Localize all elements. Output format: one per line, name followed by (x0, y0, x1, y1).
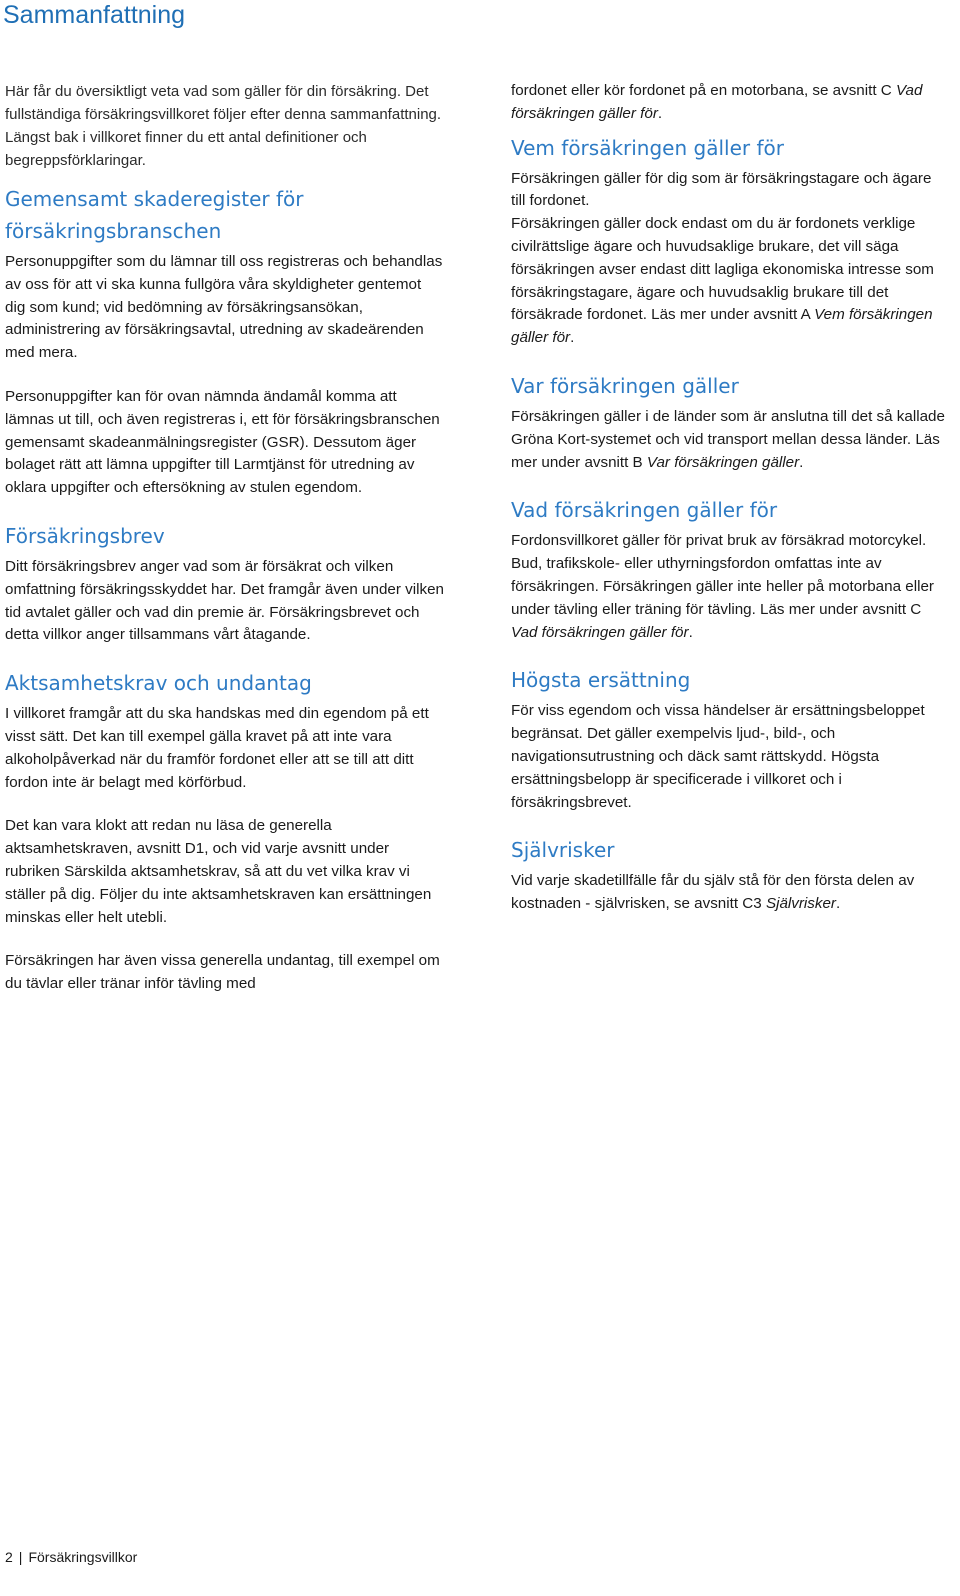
page-title: Sammanfattning (3, 1, 186, 29)
heading-vad: Vad försäkringen gäller för (511, 498, 778, 523)
paragraph-aktsamhetskrav-2: Det kan vara klokt att redan nu läsa de generella aktsamhetskraven, avsnitt D1, och vid varje avsnitt under rubriken Särskilda aktsamhetskrav, så att du vet vilka krav vi ställer på dig. Följer du inte aktsamhetskraven kan ersättningen minskas eller helt utebli. (5, 817, 432, 926)
paragraph-vad-2: Bud, trafikskole- eller uthyrningsfordon omfattas inte av försäkringen. Försäkringen gäller inte heller på motorbana eller under tävling eller träning för tävling. Läs mer under avsnitt C Vad försäkringen gäller för. (511, 555, 934, 641)
paragraph-vem-2: Försäkringen gäller dock endast om du är fordonets verklige civilrättslige ägare och huvudsaklige brukare, det vill säga försäkringen avser endast ditt lagliga ekonomiska intresse som försäkringstagare, ägare och huvudsaklig brukare till det försäkrade fordonet. Läs mer under avsnitt A Vem försäkringen gäller för. (511, 215, 934, 347)
paragraph-aktsamhetskrav-3: Försäkringen har även vissa generella undantag, till exempel om du tävlar eller tränar inför tävling med (5, 952, 440, 993)
section-reference: Vad försäkringen gäller för (511, 82, 923, 122)
section-reference: Var försäkringen gäller (646, 453, 800, 471)
intro-paragraph: Här får du översiktligt veta vad som gäller för din försäkring. Det fullständiga försäkringsvillkoret följer efter denna sammanfattning. Längst bak i villkoret finner du ett antal definitioner och begreppsförklaringar. (5, 83, 442, 169)
heading-var: Var försäkringen gäller (511, 373, 739, 398)
paragraph-vad-1: Fordonsvillkoret gäller för privat bruk av försäkrad motorcykel. (511, 532, 927, 550)
paragraph-sjalvrisker: Vid varje skadetillfälle får du själv stå för den första delen av kostnaden - självrisken, se avsnitt C3 Självrisker. (511, 872, 915, 913)
heading-skaderegister: Gemensamt skaderegister för försäkringsbranschen (5, 187, 304, 243)
paragraph-hogsta-ersattning: För viss egendom och vissa händelser är ersättningsbeloppet begränsat. Det gäller exempelvis ljud-, bild-, och navigationsutrustning och däck samt rättskydd. Högsta ersättningsbelopp är specificerade i villkoret och i försäkringsbrevet. (511, 702, 925, 811)
section-reference: Vem försäkringen gäller för (511, 306, 933, 347)
right-column (511, 80, 947, 916)
paragraph-var: Försäkringen gäller i de länder som är anslutna till det så kallade Gröna Kort-systemet och vid transport mellan dessa länder. Läs mer under avsnitt B Var försäkringen gäller. (511, 407, 945, 471)
page-number: 2 (5, 1549, 13, 1565)
paragraph-forsakringsbrev: Ditt försäkringsbrev anger vad som är försäkrat och vilken omfattning försäkringsskyddet har. Det framgår även under vilken tid avtalet gäller och vad din premie är. Försäkringsbrevet och detta villkor anger tillsammans vårt åtagande. (5, 557, 444, 644)
section-reference: Vad försäkringen gäller för (511, 623, 689, 641)
heading-hogsta-ersattning: Högsta ersättning (511, 668, 691, 693)
paragraph-vem-1: Försäkringen gäller för dig som är försäkringstagare och ägare till fordonet. (511, 169, 932, 210)
paragraph-skaderegister-2: Personuppgifter kan för ovan nämnda ändamål komma att lämnas ut till, och även registreras i, ett för försäkringsbranschen gemensamt skadeanmälningsregister (GSR). Dessutom äger bolaget rätt att lämna uppgifter till Larmtjänst för utredning av oklara uppgifter och eftersökning av stulen egendom. (5, 387, 440, 497)
heading-forsakringsbrev: Försäkringsbrev (5, 523, 165, 548)
paragraph-continued: fordonet eller kör fordonet på en motorbana, se avsnitt C Vad försäkringen gäller för. (511, 82, 923, 122)
footer-separator: | (18, 1549, 23, 1565)
section-reference: Självrisker (765, 895, 836, 913)
page-footer (5, 1547, 137, 1567)
left-column (5, 80, 445, 996)
heading-sjalvrisker: Självrisker (511, 838, 615, 863)
paragraph-skaderegister-1: Personuppgifter som du lämnar till oss registreras och behandlas av oss för att vi ska kunna fullgöra våra skyldigheter gentemot dig som kund; vid bedömning av försäkringsansökan, administrering av försäkringsavtal, utredning av skadeärenden med mera. (5, 253, 443, 362)
paragraph-aktsamhetskrav-1: I villkoret framgår att du ska handskas med din egendom på ett visst sätt. Det kan till exempel gälla kravet på att inte vara alkoholpåverkad när du framför fordonet eller att se till att ditt fordon inte är belagt med körförbud. (5, 705, 429, 791)
footer-label: Försäkringsvillkor (28, 1549, 138, 1565)
heading-vem: Vem försäkringen gäller för (511, 135, 784, 160)
heading-aktsamhetskrav: Aktsamhetskrav och undantag (5, 671, 312, 696)
